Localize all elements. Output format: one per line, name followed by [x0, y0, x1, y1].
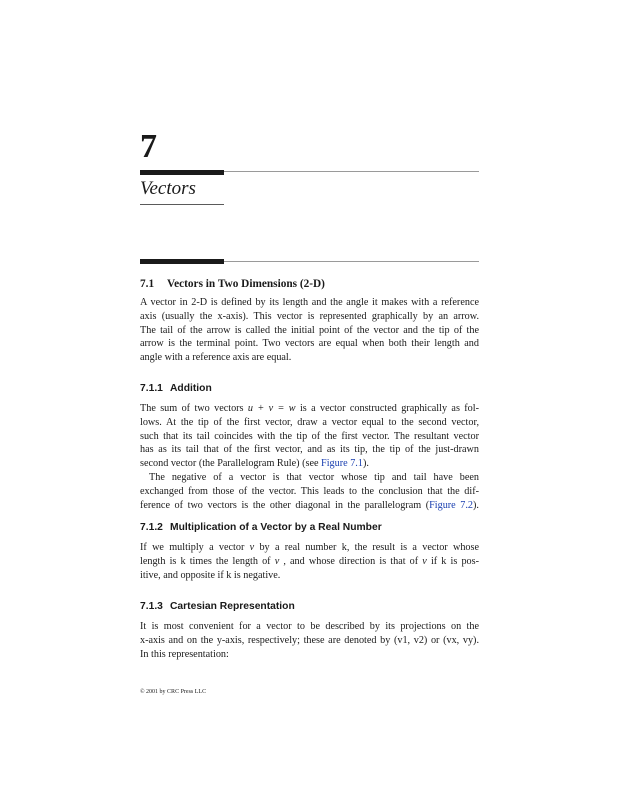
- text-line: itive, and opposite if k is negative.: [140, 569, 281, 581]
- text-line: [140, 555, 479, 569]
- text-line: In this representation:: [140, 648, 229, 660]
- text-segment: length is k times the length of: [140, 555, 275, 567]
- subsection-heading-cartesian: [140, 601, 295, 612]
- text-segment: The sum of two vectors: [140, 403, 248, 414]
- section-title: Vectors in Two Dimensions (2-D): [167, 278, 325, 290]
- section-number: 7.1: [140, 278, 155, 290]
- text-line: [140, 541, 479, 555]
- figure-link[interactable]: Figure 7.2: [429, 499, 474, 511]
- section-heading: [140, 278, 325, 290]
- text-line: such that its tail coincides with the tip of the first vector. The resultant vector: [140, 430, 479, 442]
- copyright-footer: © 2001 by CRC Press LLC: [140, 689, 207, 695]
- text-line: arrow is the terminal point. Two vectors are equal when both their length and: [140, 338, 479, 350]
- text-line: [140, 402, 479, 416]
- subsection-heading-multiplication: [140, 522, 382, 533]
- text-line: It is most convenient for a vector to be described by its projections on the: [140, 621, 479, 632]
- text-segment: ).: [362, 458, 369, 470]
- text-line: [140, 499, 479, 513]
- text-segment: by a real number k, the result is a vector whose: [254, 542, 480, 553]
- text-segment: if k is pos-: [426, 555, 479, 567]
- subsection-number: 7.1.3: [140, 601, 163, 612]
- text-line: The tail of the arrow is called the initial point of the vector and the tip of the: [140, 324, 479, 336]
- text-line: lows. At the tip of the first vector, draw a vector equal to the second vector,: [140, 416, 479, 428]
- subsection-number: 7.1.2: [140, 522, 163, 533]
- subsection-heading-addition: [140, 383, 212, 394]
- text-segment: ).: [473, 499, 479, 511]
- subsection-title: Cartesian Representation: [170, 601, 295, 612]
- vector-symbol: v: [274, 555, 280, 567]
- chapter-rule: [224, 171, 479, 172]
- text-line: has as its tail that of the first vector, and as its tip, the tip of the just-drawn: [140, 444, 479, 456]
- section-bar: [140, 259, 224, 264]
- intro-paragraph: [140, 296, 479, 365]
- text-segment: is a vector constructed graphically as fol-: [295, 403, 479, 414]
- chapter-number: 7: [140, 128, 157, 165]
- text-line: [140, 457, 479, 471]
- text-line: axis (usually the x-axis). This vector is represented graphically by an arrow.: [140, 310, 479, 322]
- text-segment: second vector (the Parallelogram Rule) (see: [140, 458, 322, 470]
- subsection-number: 7.1.1: [140, 383, 163, 394]
- chapter-title-underline: [140, 204, 224, 205]
- text-segment: , and whose direction is that of: [279, 555, 423, 567]
- chapter-bar: [140, 170, 224, 175]
- text-segment: ference of two vectors is the other diagonal in the parallelogram (: [140, 499, 430, 511]
- text-line: A vector in 2-D is defined by its length and the angle it makes with a reference: [140, 297, 479, 308]
- vector-equation: u + v = w: [247, 403, 296, 414]
- text-line: exchanged from those of the vector. This leads to the conclusion that the dif-: [140, 485, 479, 497]
- addition-paragraph: [140, 402, 479, 512]
- subsection-title: Addition: [170, 383, 212, 394]
- vector-symbol: v: [422, 555, 427, 567]
- section-rule: [224, 261, 479, 262]
- text-line: x-axis and on the y-axis, respectively; these are denoted by (v1, v2) or (vx, vy).: [140, 634, 479, 646]
- vector-symbol: v: [249, 542, 255, 553]
- text-segment: If we multiply a vector: [140, 542, 250, 553]
- figure-link[interactable]: Figure 7.1: [321, 458, 363, 470]
- text-line: The negative of a vector is that vector whose tip and tail have been: [149, 471, 479, 483]
- multiplication-paragraph: [140, 541, 479, 582]
- chapter-title: Vectors: [140, 178, 196, 199]
- cartesian-paragraph: [140, 620, 479, 661]
- text-line: angle with a reference axis are equal.: [140, 352, 292, 364]
- subsection-title: Multiplication of a Vector by a Real Number: [170, 522, 382, 533]
